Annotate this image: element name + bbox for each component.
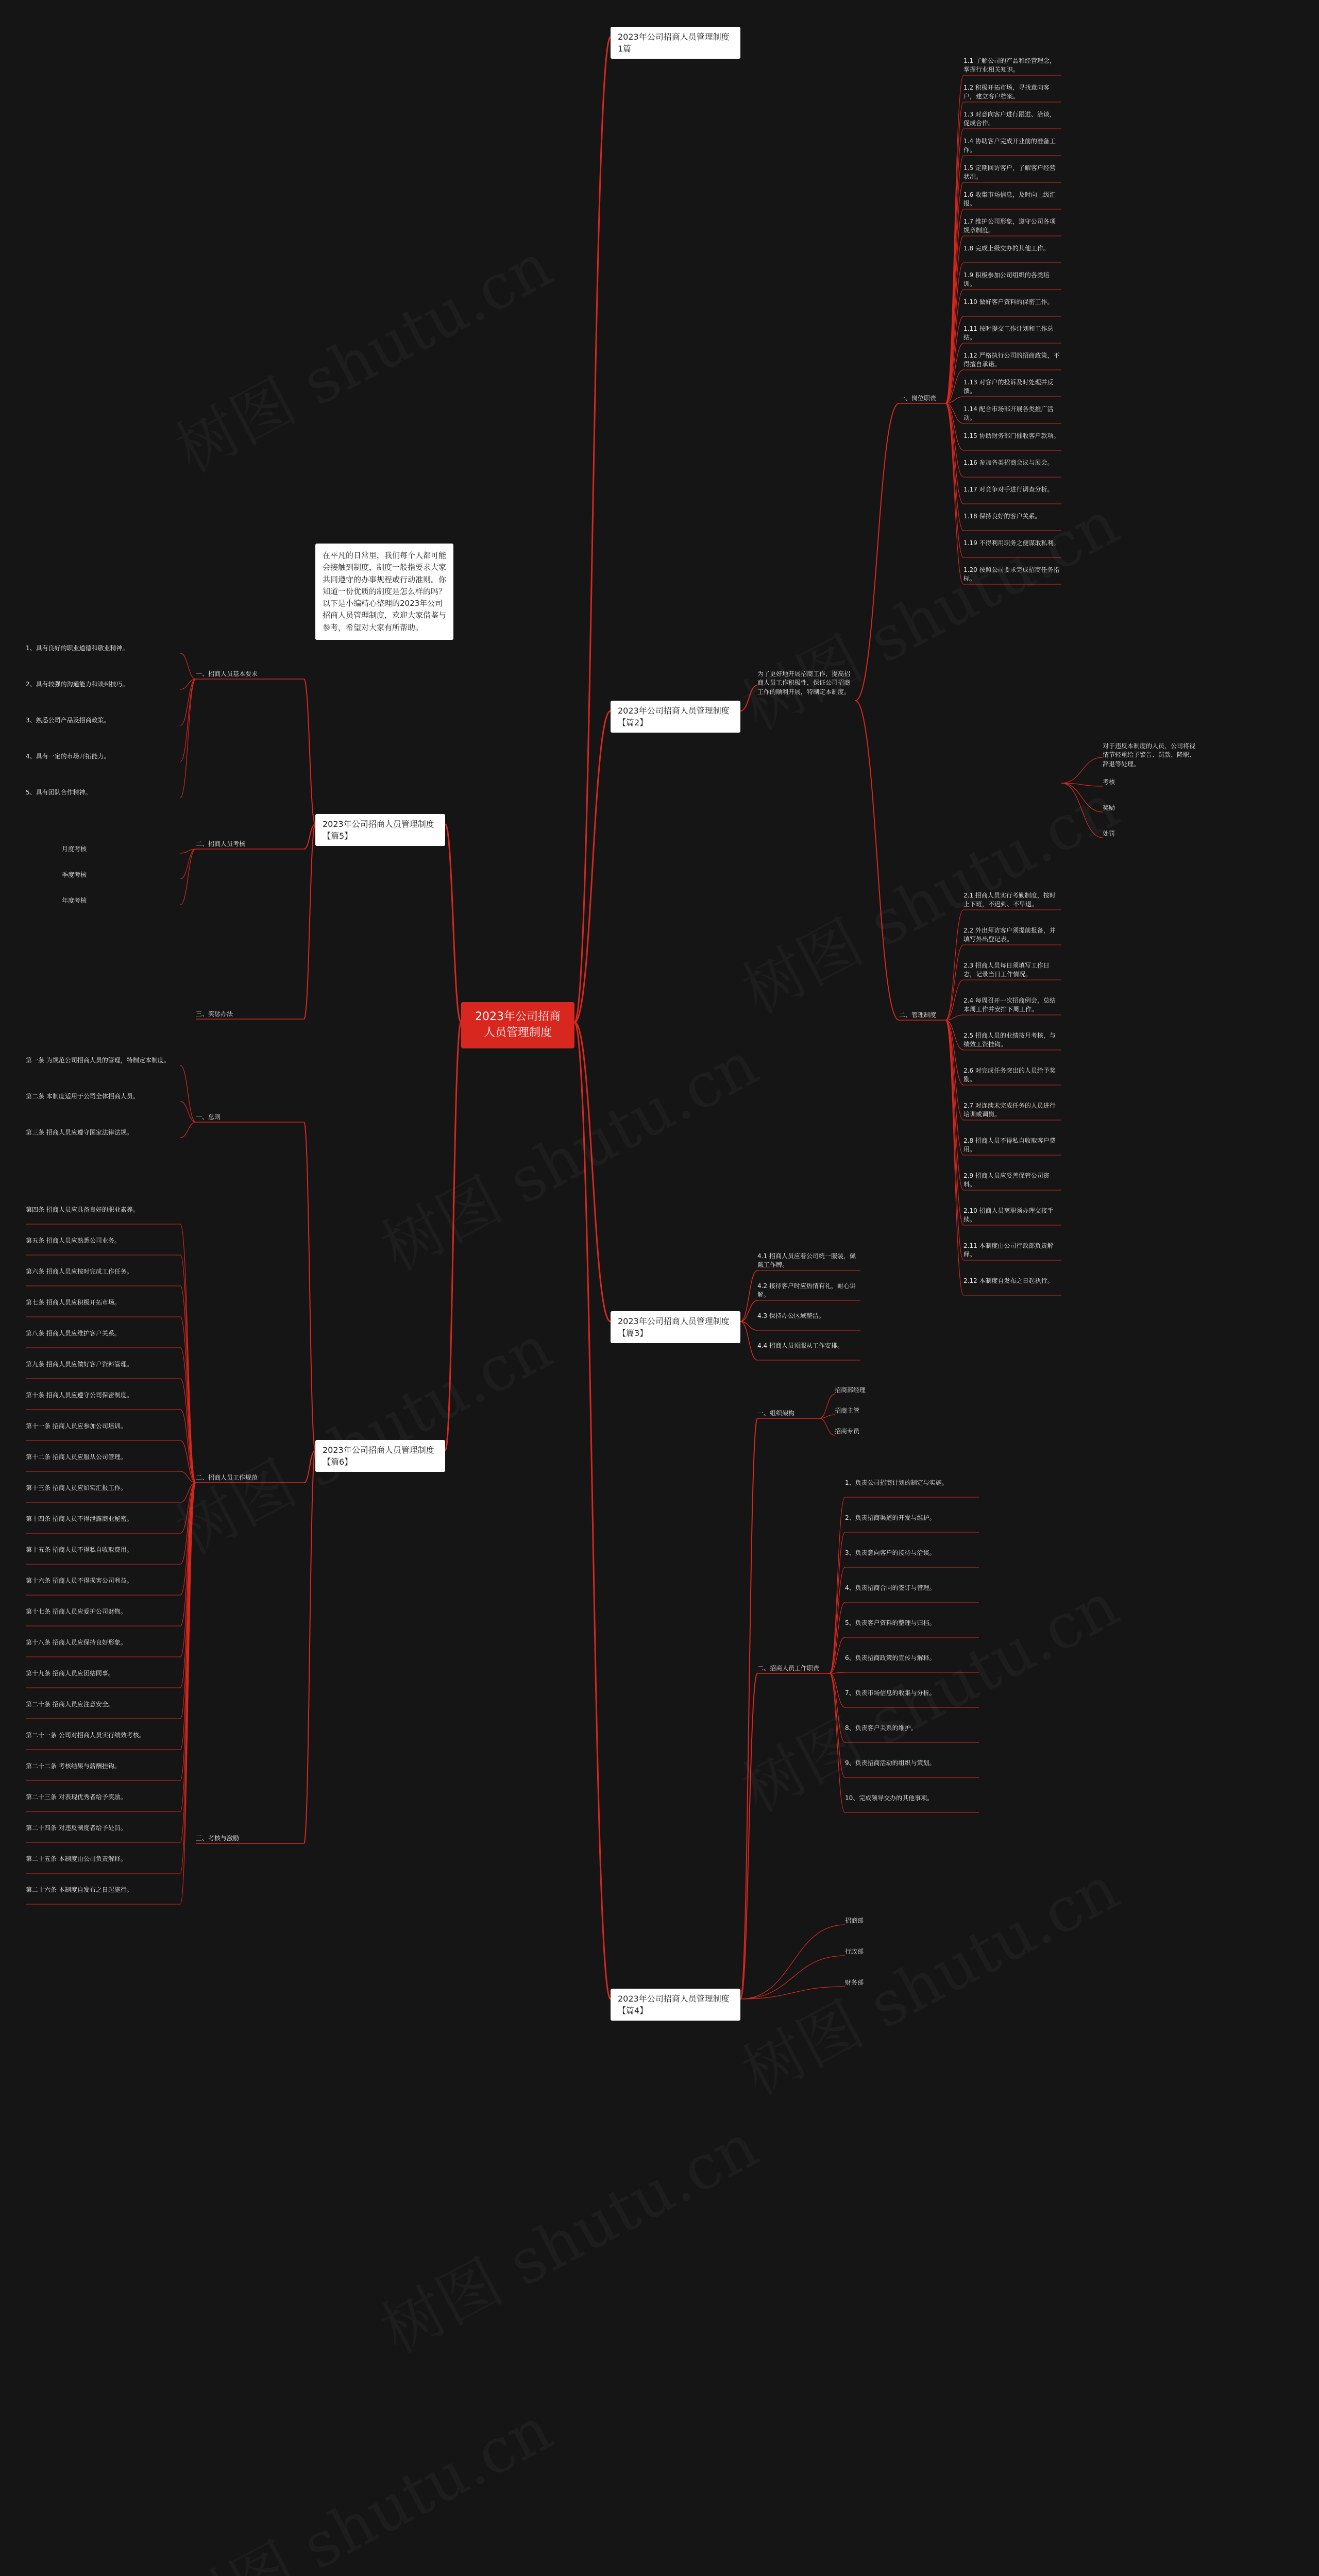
connector-line: [304, 679, 315, 824]
b2-intro: 为了更好地开展招商工作，提高招商人员工作积极性，保证公司招商工作的顺利开展，特制定本制度。: [757, 670, 851, 696]
b6-general-item: 第一条 为规范公司招商人员的管理，特制定本制度。: [26, 1057, 170, 1064]
b5-item: 5、具有团队合作精神。: [26, 789, 92, 796]
b5-section: 二、招商人员考核: [196, 840, 246, 848]
b6-article-item: 第十二条 招商人员应服从公司管理。: [26, 1453, 127, 1461]
b2-rule-item: 2.3 招商人员每日须填写工作日志，记录当日工作情况。: [963, 962, 1050, 978]
b2-duty-item: 1.18 保持良好的客户关系。: [963, 513, 1041, 520]
branch-b2: 2023年公司招商人员管理制度【篇2】: [611, 701, 740, 733]
b2-duty-item: 1.4 协助客户完成开业前的准备工作。: [963, 138, 1056, 154]
connector-line: [945, 403, 963, 584]
b2-duty-item: 1.8 完成上级交办的其他工作。: [963, 245, 1050, 252]
b4-org-item: 招商主管: [835, 1407, 860, 1414]
b6-article-item: 第十四条 招商人员不得泄露商业秘密。: [26, 1515, 133, 1522]
b2-duty-item: 1.16 参加各类招商会议与展会。: [963, 459, 1054, 466]
connector-line: [740, 1321, 757, 1360]
b2-rule-item: 2.11 本制度由公司行政部负责解释。: [963, 1242, 1054, 1259]
b4-duty-item: 8、负责客户关系的维护。: [845, 1724, 917, 1732]
b5-section: 一、招商人员基本要求: [196, 670, 258, 677]
connector-line: [180, 679, 196, 798]
b2-duty-item: 1.19 不得利用职务之便谋取私利。: [963, 539, 1060, 547]
root-node: 2023年公司招商人员管理制度: [461, 1002, 574, 1048]
b2-note-item: 处罚: [1103, 830, 1115, 837]
connector-line: [180, 1483, 196, 1904]
connector-line: [180, 849, 196, 879]
b2-duty-item: 1.17 对竞争对手进行调查分析。: [963, 486, 1054, 493]
b6-article-item: 第六条 招商人员应按时完成工作任务。: [26, 1268, 133, 1275]
branch-b1: 2023年公司招商人员管理制度1篇: [611, 27, 740, 59]
b5-item: 2、具有较强的沟通能力和谈判技巧。: [26, 681, 129, 688]
b4-duty-item: 5、负责客户资料的整理与归档。: [845, 1619, 936, 1626]
branch-b6: 2023年公司招商人员管理制度【篇6】: [315, 1440, 445, 1472]
connector-line: [855, 701, 899, 1020]
b2-rule-item: 2.4 每周召开一次招商例会，总结本周工作并安排下周工作。: [963, 997, 1056, 1013]
b5-assess-item: 月度考核: [62, 845, 87, 853]
branch-b5: 2023年公司招商人员管理制度【篇5】: [315, 814, 445, 846]
b4-duty-item: 9、负责招商活动的组织与策划。: [845, 1759, 936, 1767]
branch-b4: 2023年公司招商人员管理制度【篇4】: [611, 1989, 740, 2021]
b2-duty-item: 1.7 维护公司形象，遵守公司各项规章制度。: [963, 218, 1056, 234]
b6-article-item: 第十三条 招商人员应如实汇报工作。: [26, 1484, 127, 1492]
b6-general-item: 第三条 招商人员应遵守国家法律法规。: [26, 1129, 133, 1136]
intro-box: 在平凡的日常里，我们每个人都可能会接触到制度，制度一般指要求大家共同遵守的办事规程或行动准则。你知道一份优质的制度是怎么样的吗？以下是小编精心整理的2023年公司招商人员管理制度，欢迎大家借鉴与参考，希望对大家有所帮助。: [315, 544, 453, 640]
b4-sub-item: 财务部: [845, 1979, 864, 1986]
b4-sub-item: 招商部: [845, 1917, 864, 1924]
b4-duty-item: 2、负责招商渠道的开发与维护。: [845, 1514, 936, 1521]
b3-item: 4.3 保持办公区域整洁。: [757, 1312, 825, 1319]
b4-section-duties: 二、招商人员工作职责: [757, 1665, 820, 1672]
b2-rule-item: 2.6 对完成任务突出的人员给予奖励。: [963, 1067, 1056, 1083]
connector-line: [945, 75, 963, 403]
connector-line: [304, 1450, 315, 1843]
connector-line: [180, 653, 196, 679]
b2-duty-item: 1.14 配合市场部开展各类推广活动。: [963, 405, 1054, 422]
b6-article-item: 第五条 招商人员应熟悉公司业务。: [26, 1237, 121, 1244]
b6-article-item: 第二十四条 对违反制度者给予处罚。: [26, 1824, 127, 1832]
connector-line: [740, 1300, 757, 1321]
b2-duty-item: 1.13 对客户的投诉及时处理并反馈。: [963, 379, 1054, 395]
connector-line: [830, 1673, 845, 1742]
b2-rule-item: 2.5 招商人员的业绩按月考核，与绩效工资挂钩。: [963, 1032, 1056, 1048]
connector-line: [304, 1122, 315, 1450]
b6-article-item: 第二十六条 本制度自发布之日起施行。: [26, 1886, 133, 1893]
b5-section: 三、奖惩办法: [196, 1010, 233, 1018]
connector-line: [180, 1065, 196, 1122]
b2-note-item: 考核: [1103, 778, 1115, 786]
b6-general-item: 第二条 本制度适用于公司全体招商人员。: [26, 1093, 139, 1100]
b6-article-item: 第十六条 招商人员不得损害公司利益。: [26, 1577, 133, 1584]
b2-duty-item: 1.3 对意向客户进行跟进、洽谈，促成合作。: [963, 111, 1056, 127]
b5-item: 1、具有良好的职业道德和敬业精神。: [26, 645, 129, 652]
connector-line: [945, 1020, 963, 1260]
b2-duty-item: 1.9 积极参加公司组织的各类培训。: [963, 272, 1050, 288]
b6-section: 三、考核与激励: [196, 1835, 240, 1842]
connector-line: [1061, 757, 1103, 783]
b2-duty-item: 1.5 定期回访客户，了解客户经营状况。: [963, 164, 1056, 181]
b5-item: 3、熟悉公司产品及招商政策。: [26, 717, 110, 724]
b2-rule-item: 2.9 招商人员应妥善保管公司资料。: [963, 1172, 1050, 1189]
b2-section-rules: 二、管理制度: [899, 1011, 937, 1019]
b6-section: 一、总则: [196, 1113, 221, 1121]
connector-line: [740, 1925, 845, 1999]
b6-article-item: 第七条 招商人员应积极开拓市场。: [26, 1299, 121, 1306]
b3-item: 4.1 招商人员应着公司统一服装，佩戴工作牌。: [757, 1252, 856, 1269]
b6-article-item: 第二十五条 本制度由公司负责解释。: [26, 1855, 127, 1862]
b2-rule-item: 2.8 招商人员不得私自收取客户费用。: [963, 1137, 1056, 1154]
connector-line: [740, 1987, 845, 1999]
connector-line: [740, 685, 757, 711]
b6-article-item: 第二十条 招商人员应注意安全。: [26, 1701, 114, 1708]
b2-rule-item: 2.1 招商人员实行考勤制度，按时上下班，不迟到、不早退。: [963, 892, 1056, 908]
b2-duty-item: 1.10 做好客户资料的保密工作。: [963, 298, 1054, 306]
b4-sub-item: 行政部: [845, 1948, 864, 1955]
connector-line: [945, 945, 963, 1020]
b6-article-item: 第二十三条 对表现优秀者给予奖励。: [26, 1793, 127, 1801]
b4-org-item: 招商专员: [835, 1428, 860, 1435]
b6-article-item: 第十七条 招商人员应爱护公司财物。: [26, 1608, 127, 1615]
b6-article-item: 第十八条 招商人员应保持良好形象。: [26, 1639, 127, 1646]
b4-duty-item: 3、负责意向客户的接待与洽谈。: [845, 1549, 936, 1556]
connector-line: [819, 1418, 835, 1435]
b2-note-item: 奖励: [1103, 804, 1115, 811]
connector-line: [830, 1532, 845, 1673]
connector-line: [945, 1020, 963, 1295]
connector-line: [180, 1483, 196, 1781]
connector-line: [1061, 783, 1103, 786]
branch-b3: 2023年公司招商人员管理制度【篇3】: [611, 1311, 740, 1343]
b4-duty-item: 7、负责市场信息的收集与分析。: [845, 1689, 936, 1697]
connector-line: [740, 1270, 757, 1321]
b6-article-item: 第二十一条 公司对招商人员实行绩效考核。: [26, 1732, 145, 1739]
connector-line: [304, 824, 315, 1019]
b2-duty-item: 1.12 严格执行公司的招商政策，不得擅自承诺。: [963, 352, 1060, 368]
connector-line: [855, 403, 899, 701]
connector-line: [1061, 783, 1103, 838]
connector-line: [180, 1483, 196, 1811]
b2-duty-item: 1.11 按时提交工作计划和工作总结。: [963, 325, 1054, 342]
connector-line: [574, 1022, 611, 1321]
connector-line: [180, 1317, 196, 1483]
b2-rule-item: 2.7 对连续未完成任务的人员进行培训或调岗。: [963, 1102, 1056, 1118]
connector-line: [830, 1673, 845, 1777]
connector-line: [180, 1286, 196, 1483]
b6-article-item: 第四条 招商人员应具备良好的职业素养。: [26, 1206, 139, 1213]
connector-line: [830, 1602, 845, 1673]
b3-item: 4.4 招商人员须服从工作安排。: [757, 1342, 843, 1349]
b2-duty-item: 1.15 协助财务部门催收客户款项。: [963, 432, 1060, 439]
connector-line: [445, 1022, 461, 1450]
b2-note-main: 对于违反本制度的人员，公司将视情节轻重给予警告、罚款、降职、辞退等处理。: [1103, 742, 1196, 768]
b4-section-org: 一、组织架构: [757, 1410, 795, 1417]
b3-item: 4.2 接待客户时应热情有礼，耐心讲解。: [757, 1282, 856, 1299]
b2-duty-item: 1.6 收集市场信息，及时向上级汇报。: [963, 191, 1056, 208]
connector-line: [180, 679, 196, 761]
connector-line: [740, 1418, 757, 1999]
b6-section: 二、招商人员工作规范: [196, 1474, 258, 1481]
b2-section-duties: 一、岗位职责: [899, 395, 937, 402]
b5-assess-item: 季度考核: [62, 871, 87, 878]
connector-line: [830, 1673, 845, 1812]
b6-article-item: 第十九条 招商人员应团结同事。: [26, 1670, 114, 1677]
b4-duty-item: 4、负责招商合同的签订与管理。: [845, 1584, 936, 1591]
connector-line: [445, 824, 461, 1022]
b2-rule-item: 2.12 本制度自发布之日起执行。: [963, 1277, 1054, 1284]
b4-duty-item: 1、负责公司招商计划的制定与实施。: [845, 1479, 948, 1486]
connector-line: [180, 1122, 196, 1138]
b5-item: 4、具有一定的市场开拓能力。: [26, 753, 110, 760]
b5-assess-item: 年度考核: [62, 897, 87, 904]
b2-rule-item: 2.10 招商人员离职须办理交接手续。: [963, 1207, 1054, 1224]
connector-line: [574, 711, 611, 1022]
connector-line: [945, 910, 963, 1020]
b6-article-item: 第二十二条 考核结果与薪酬挂钩。: [26, 1762, 121, 1770]
connector-line: [180, 1101, 196, 1122]
b2-duty-item: 1.1 了解公司的产品和经营理念，掌握行业相关知识。: [963, 57, 1056, 74]
connector-line: [945, 156, 963, 403]
b4-duty-item: 10、完成领导交办的其他事项。: [845, 1794, 934, 1802]
b6-article-item: 第十条 招商人员应遵守公司保密制度。: [26, 1392, 133, 1399]
b2-duty-item: 1.2 积极开拓市场，寻找意向客户，建立客户档案。: [963, 84, 1050, 100]
b6-article-item: 第八条 招商人员应维护客户关系。: [26, 1330, 121, 1337]
connector-line: [1061, 783, 1103, 812]
b2-duty-item: 1.20 按照公司要求完成招商任务指标。: [963, 566, 1060, 583]
connector-line: [180, 849, 196, 905]
b6-article-item: 第十五条 招商人员不得私自收取费用。: [26, 1546, 133, 1553]
connector-line: [945, 980, 963, 1020]
b6-article-item: 第九条 招商人员应做好客户资料管理。: [26, 1361, 133, 1368]
b4-org-item: 招商部经理: [835, 1386, 866, 1394]
connector-line: [830, 1497, 845, 1673]
b6-article-item: 第十一条 招商人员应参加公司培训。: [26, 1422, 127, 1430]
b2-rule-item: 2.2 外出拜访客户须提前报备，并填写外出登记表。: [963, 927, 1056, 943]
b4-duty-item: 6、负责招商政策的宣传与解释。: [845, 1654, 936, 1662]
